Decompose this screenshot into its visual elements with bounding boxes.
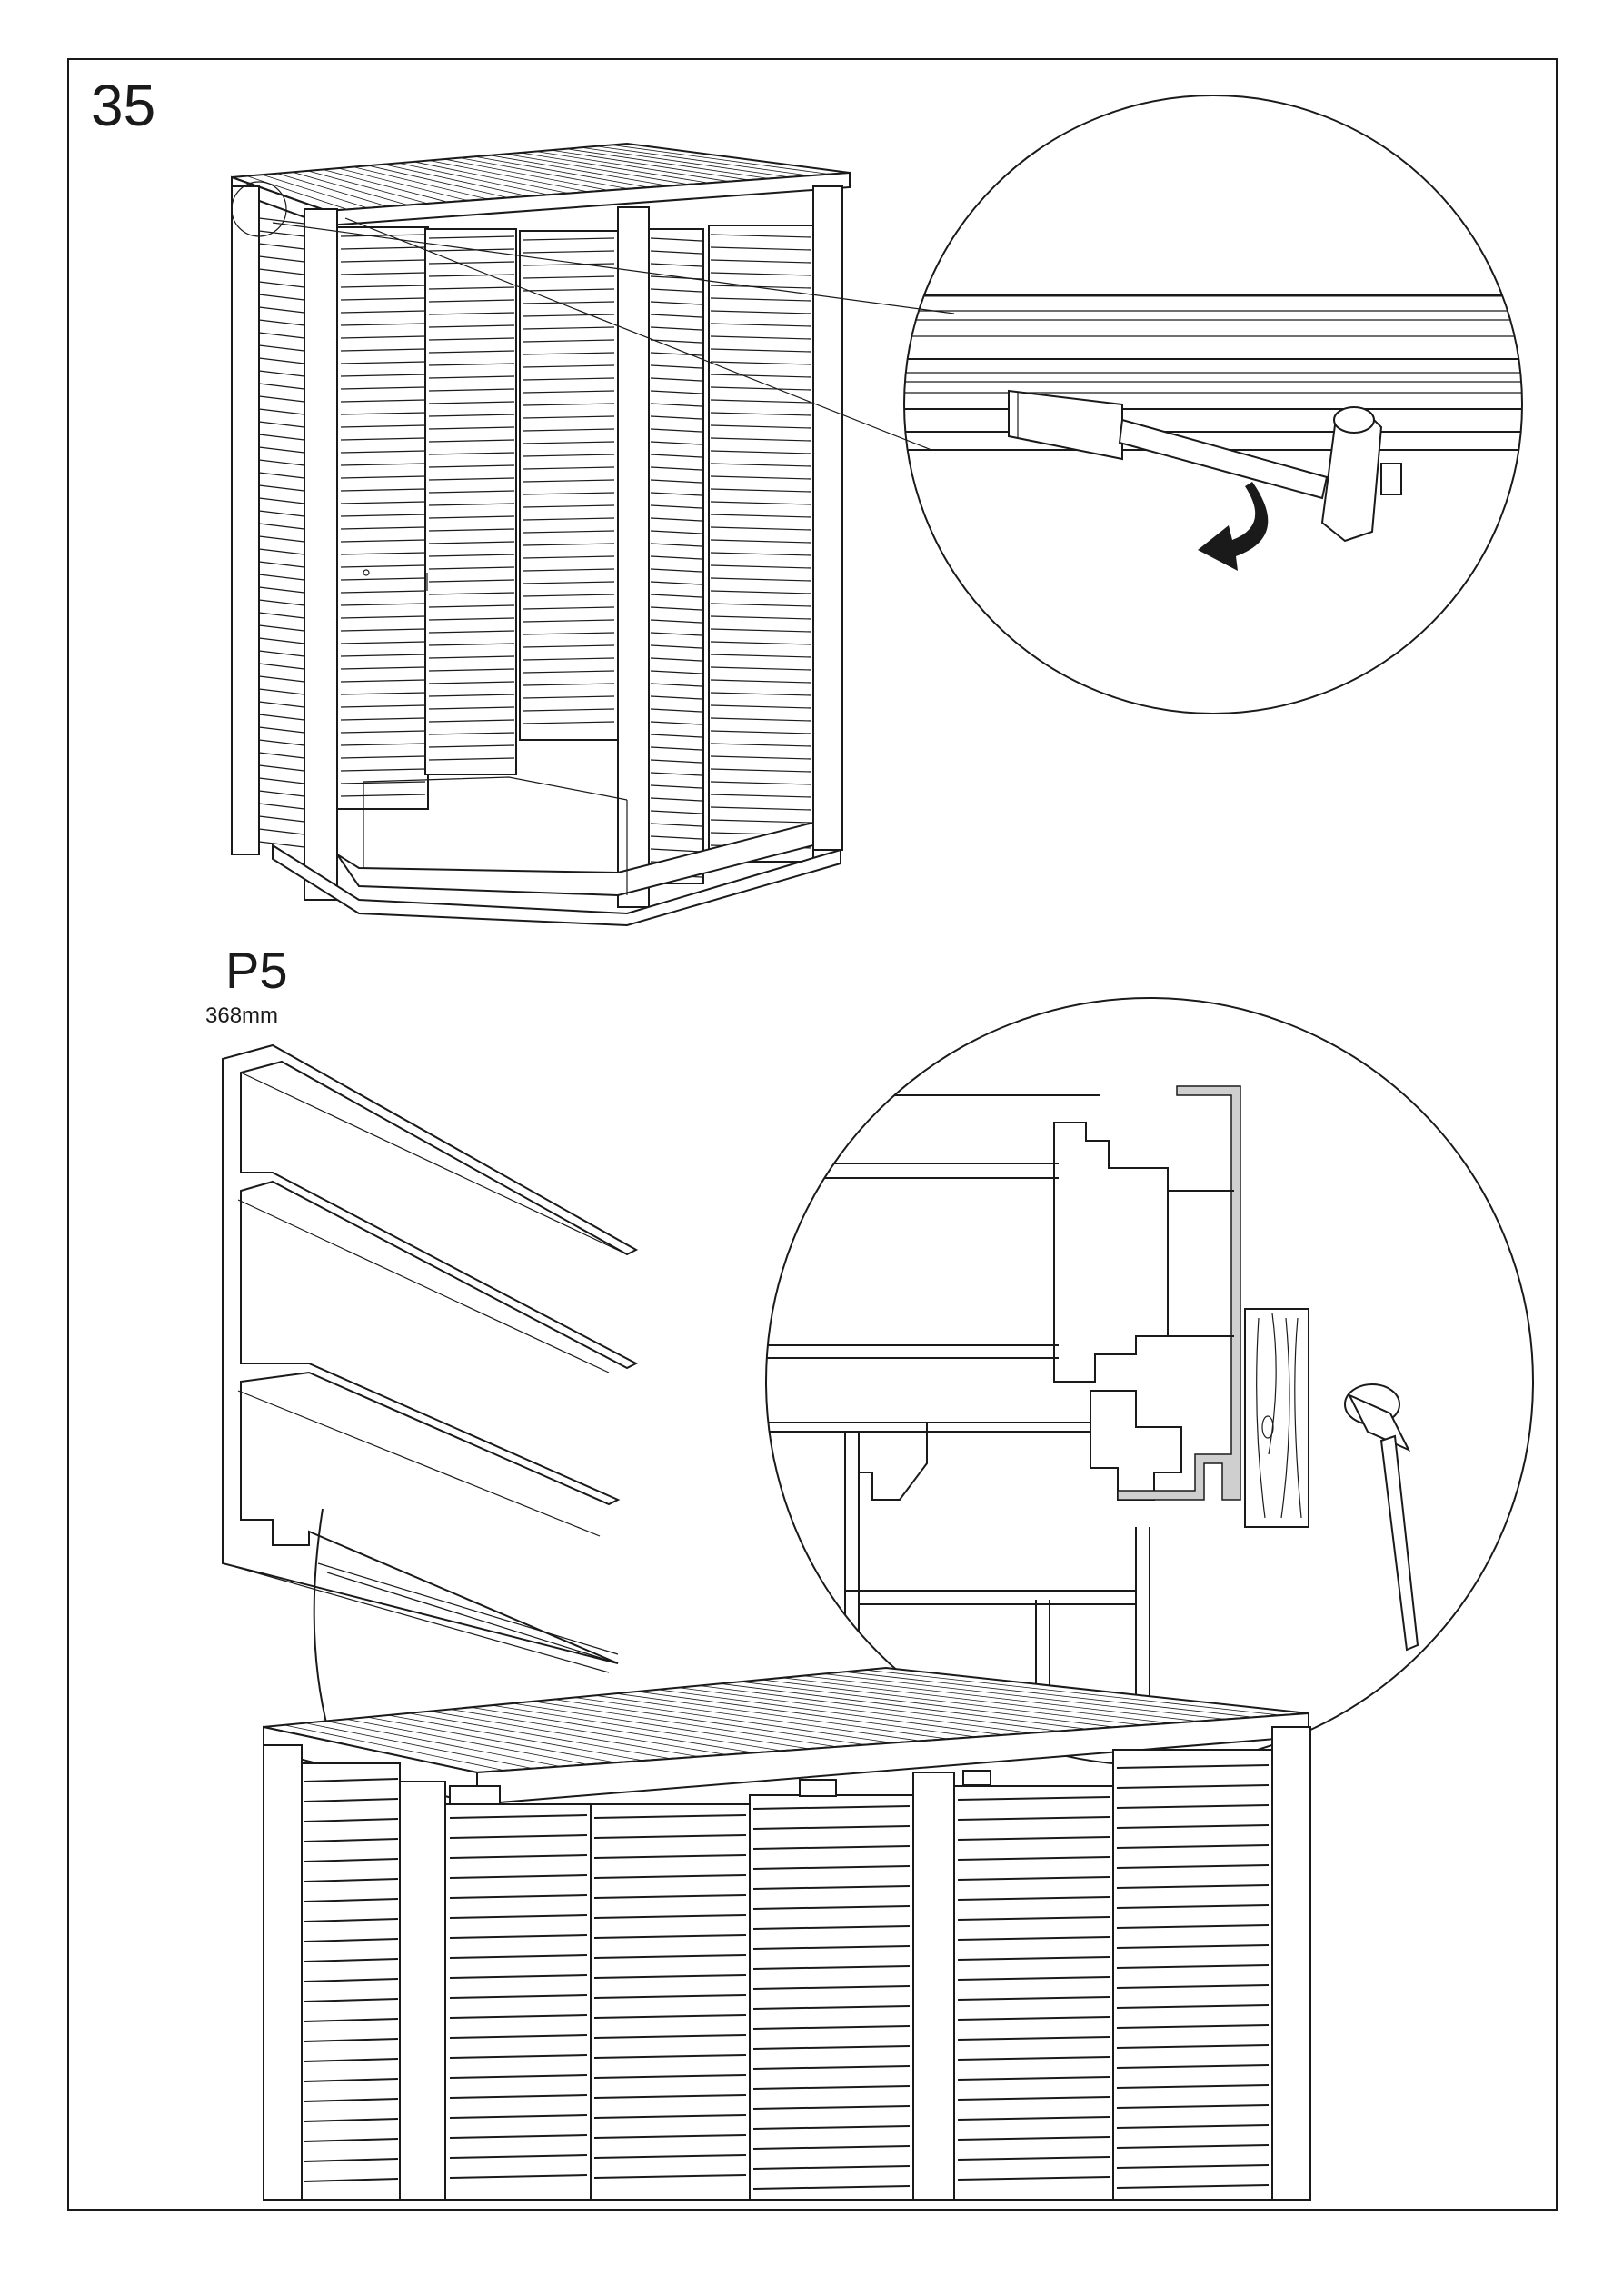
shed-top-illustration [232,144,954,925]
rotate-arrow-icon [1198,482,1268,571]
part-length: 368mm [205,1003,279,1028]
top-detail-circle [900,95,1527,714]
p5-profile-illustration [223,1045,636,1777]
wood-block-icon [1245,1309,1309,1527]
shed-bottom-illustration [264,1668,1310,2200]
part-code: P5 [225,942,288,999]
step-number: 35 [91,73,156,138]
mallet-icon [1345,1384,1418,1650]
bottom-detail-circle [763,998,1533,1765]
